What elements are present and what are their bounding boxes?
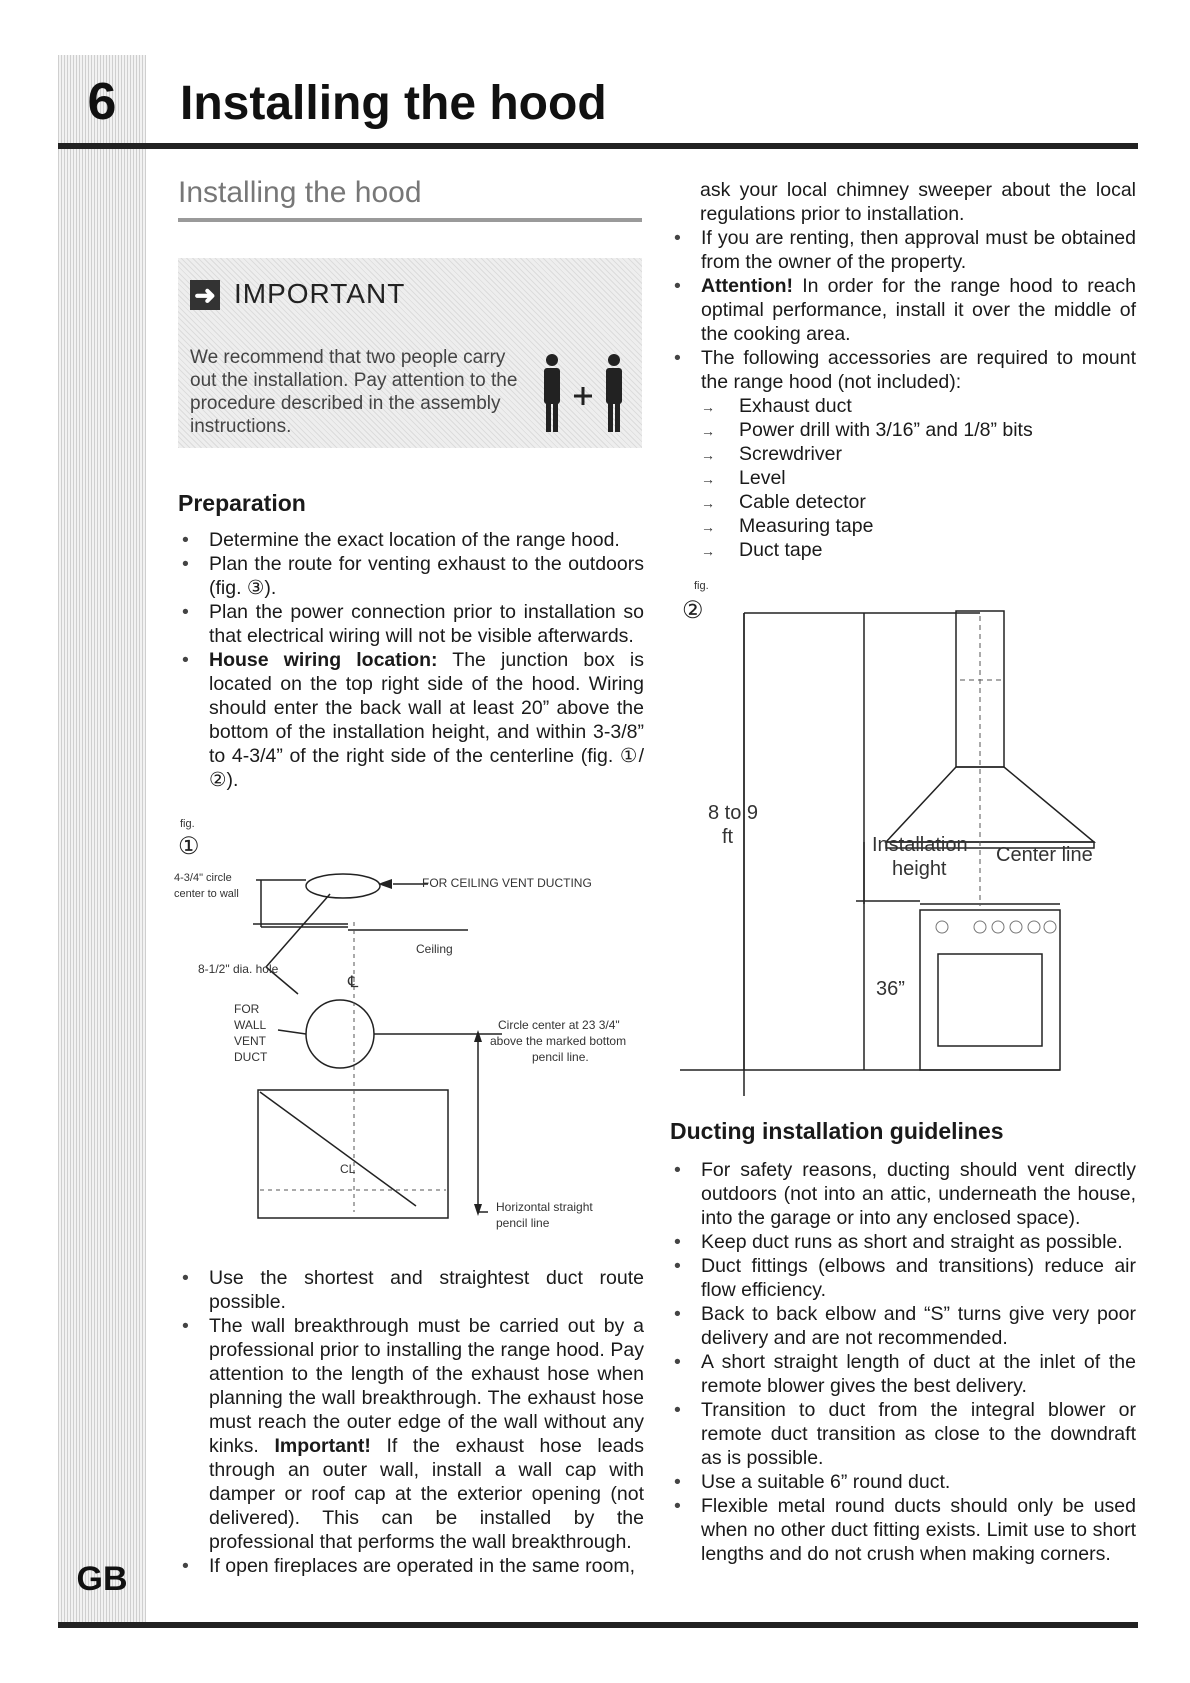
figure-number: ② (682, 597, 704, 624)
list-item: → Measuring tape (701, 514, 1136, 538)
center-line-label: Center line (996, 844, 1093, 866)
important-label: Important! (274, 1435, 371, 1457)
range-label: 8 to 9 (708, 802, 759, 824)
attention-text: In order for the range hood to reach optimal performance, install it over the middle of the cooking area. (701, 275, 1136, 345)
page-title: Installing the hood (180, 77, 607, 130)
language-tab: GB (76, 1560, 128, 1598)
wall-hole (306, 1000, 374, 1068)
wall-vent-label: WALL (234, 1018, 267, 1032)
requirements-list (670, 226, 1136, 562)
circle-label: 4-3/4" circle (174, 872, 232, 884)
list-item: → Level (701, 466, 1136, 490)
important-box (178, 258, 642, 448)
figure-label: fig. (694, 580, 709, 592)
hole-label: 8-1/2" dia. hole (198, 962, 279, 976)
figure-label: fig. (180, 818, 195, 830)
list-item: • Plan the route for venting exhaust to the outdoors (fig. ③). (178, 552, 644, 600)
list-item: • Flexible metal round ducts should only be used when no other duct fitting exists. Limit use to short lengths and do not crush when making corners. (670, 1494, 1136, 1566)
accessories-list (701, 394, 1136, 562)
list-item: → Power drill with 3/16” and 1/8” bits (701, 418, 1136, 442)
ducting-list (670, 1158, 1136, 1566)
important-title: IMPORTANT (234, 278, 406, 309)
attention-label: Attention! (701, 275, 794, 297)
figure-2 (680, 576, 1100, 1096)
preparation-heading: Preparation (178, 490, 306, 516)
preparation-list (178, 528, 644, 792)
list-item (670, 346, 1136, 562)
list-item: • Keep duct runs as short and straight as possible. (670, 1230, 1136, 1254)
cl-label: CL (340, 1162, 356, 1176)
section-rule (178, 218, 642, 222)
accessories-intro: The following accessories are required to mount the range hood (not included): (701, 347, 1136, 393)
wall-vent-label: VENT (234, 1034, 267, 1048)
side-stripe (58, 55, 146, 1625)
list-item: • A short straight length of duct at the inlet of the remote blower gives the best delivery. (670, 1350, 1136, 1398)
ceiling-hole (306, 874, 380, 898)
list-item: → Screwdriver (701, 442, 1136, 466)
list-item: • If you are renting, then approval must be obtained from the owner of the property. (670, 226, 1136, 274)
circle-center-label: above the marked bottom (490, 1034, 627, 1048)
list-item: • Transition to duct from the integral blower or remote duct transition as close to the downdraft as is possible. (670, 1398, 1136, 1470)
list-item: • For safety reasons, ducting should vent directly outdoors (not into an attic, underneath the house, into the garage or into any enclosed space). (670, 1158, 1136, 1230)
centerline-symbol: ℄ (348, 974, 359, 991)
ducting-heading: Ducting installation guidelines (670, 1118, 1004, 1144)
important-note: If the exhaust hose leads through an outer wall, install a wall cap with damper or roof cap at the exterior opening (not delivered). This can be installed by the professional that performs the wall breakthrough. (209, 1435, 645, 1553)
list-item: • Determine the exact location of the range hood. (178, 528, 644, 552)
important-text: We recommend that two people carry out the installation. Pay attention to the procedure described in the assembly instructions. (190, 347, 518, 437)
range-unit: ft (722, 826, 734, 848)
list-item (178, 1314, 644, 1554)
continued-text: ask your local chimney sweeper about the local regulations prior to installation. (700, 179, 1136, 225)
section-title: Installing the hood (178, 176, 422, 209)
list-item: → Cable detector (701, 490, 1136, 514)
circle-center-label: pencil line. (532, 1050, 589, 1064)
figure-number: ① (178, 833, 200, 860)
arrow-right-icon: ➜ (190, 280, 220, 310)
ceiling-vent-label: FOR CEILING VENT DUCTING (422, 876, 592, 890)
circle-center-label: Circle center at 23 3/4" (498, 1018, 620, 1032)
list-item: • Use a suitable 6” round duct. (670, 1470, 1136, 1494)
horizontal-label: Horizontal straight (496, 1200, 593, 1214)
wiring-label: House wiring location: (209, 649, 438, 671)
header-rule (58, 143, 1138, 149)
installation-height-label: Installation (872, 834, 968, 856)
chapter-number: 6 (87, 73, 117, 131)
list-item: • Duct fittings (elbows and transitions) reduce air flow efficiency. (670, 1254, 1136, 1302)
footer-rule (58, 1622, 1138, 1628)
figure-1 (174, 812, 648, 1252)
installation-height-label: height (892, 858, 947, 880)
wall-text: The wall breakthrough must be carried out by a professional prior to installing the range hood. Pay attention to the length of the exhaust hose when planning the wall breakthrough. The exhaust hose must reach the outer edge of the wall without any kinks. (209, 1315, 644, 1457)
horizontal-label: pencil line (496, 1216, 550, 1230)
list-item: • Back to back elbow and “S” turns give very poor delivery and are not recommended. (670, 1302, 1136, 1350)
wall-vent-label: FOR (234, 1002, 260, 1016)
list-item: → Duct tape (701, 538, 1136, 562)
list-item (178, 648, 644, 792)
circle-label: center to wall (174, 888, 239, 900)
list-item: • Use the shortest and straightest duct route possible. (178, 1266, 644, 1314)
counter-height-label: 36” (876, 978, 905, 1000)
list-item: → Exhaust duct (701, 394, 1136, 418)
list-item: • Plan the power connection prior to installation so that electrical wiring will not be visible afterwards. (178, 600, 644, 648)
wiring-text: The junction box is located on the top right side of the hood. Wiring should enter the back wall at least 20” above the bottom of the installation height, and within 3-3/8” to 4-3/4” of the right side of the centerline (fig. ①/②). (209, 649, 645, 791)
duct-route-list (178, 1266, 644, 1578)
two-people-icon (538, 350, 628, 440)
ceiling-label: Ceiling (416, 942, 453, 956)
list-item (670, 274, 1136, 346)
wall-vent-label: DUCT (234, 1050, 268, 1064)
list-item: • If open fireplaces are operated in the same room, (178, 1554, 644, 1578)
